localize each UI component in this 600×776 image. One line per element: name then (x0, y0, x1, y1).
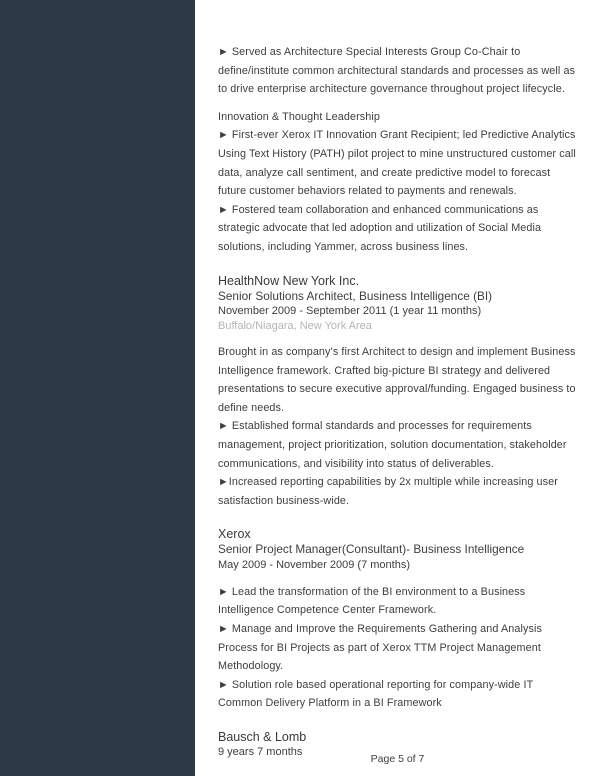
job-title: Senior Project Manager(Consultant)- Business Intelligence (218, 542, 525, 557)
job-duration: 9 years 7 months (218, 746, 303, 759)
experience-bullet: ► First-ever Xerox IT Innovation Grant Recipient; led Predictive Analytics Using Text History (PATH) pilot project to mine unstructured customer call data, analyze call sentiment, and create predictive model to forecast future customer behaviors related to payments and renewals. (218, 129, 576, 198)
job-dates: November 2009 - September 2011 (1 year 11 months) (218, 305, 482, 318)
company-name: Bausch & Lomb (218, 730, 307, 745)
company-name: Xerox (218, 527, 251, 542)
page-number: Page 5 of 7 (370, 753, 425, 765)
experience-bullet: ► Established formal standards and processes for requirements management, project prioritization, solution documentation, stakeholder communications, and visibility into status of deliverables. (218, 420, 567, 470)
job-paragraph: Brought in as company’s first Architect to design and implement Business Intelligence framework. Crafted big-picture BI strategy and delivered presentations to secure executive approval/funding. Engaged business to define needs. (218, 346, 576, 414)
sidebar-panel (0, 0, 195, 776)
job-description (218, 343, 580, 510)
job-description (218, 583, 580, 713)
job-dates: May 2009 - November 2009 (7 months) (218, 558, 410, 571)
job-entry (218, 273, 580, 511)
experience-bullet: ► Lead the transformation of the BI environment to a Business Intelligence Competence Center Framework. (218, 585, 526, 617)
experience-bullet: ► Solution role based operational reporting for company-wide IT Common Delivery Platform in a BI Framework (218, 678, 534, 710)
experience-bullet: ►Increased reporting capabilities by 2x multiple while increasing user satisfaction business-wide. (218, 476, 558, 507)
job-entry (218, 526, 580, 713)
job-title: Senior Solutions Architect, Business Intelligence (BI) (218, 288, 493, 303)
experience-bullet: ► Manage and Improve the Requirements Gathering and Analysis Process for BI Projects as part of Xerox TTM Project Management Methodology. (218, 623, 542, 673)
experience-bullet: ► Served as Architecture Special Interests Group Co-Chair to define/institute common architectural standards and processes as well as to drive enterprise architecture governance throughout project lifecycle. (218, 46, 576, 96)
content-area (195, 0, 600, 776)
experience-bullet: ► Fostered team collaboration and enhanced communications as strategic advocate that led adoption and utilization of Social Media solutions, including Yammer, across business lines. (218, 203, 542, 253)
job-location: Buffalo/Niagara, New York Area (218, 320, 372, 333)
section-subheading: Innovation & Thought Leadership (218, 110, 380, 123)
company-name: HealthNow New York Inc. (218, 273, 360, 288)
